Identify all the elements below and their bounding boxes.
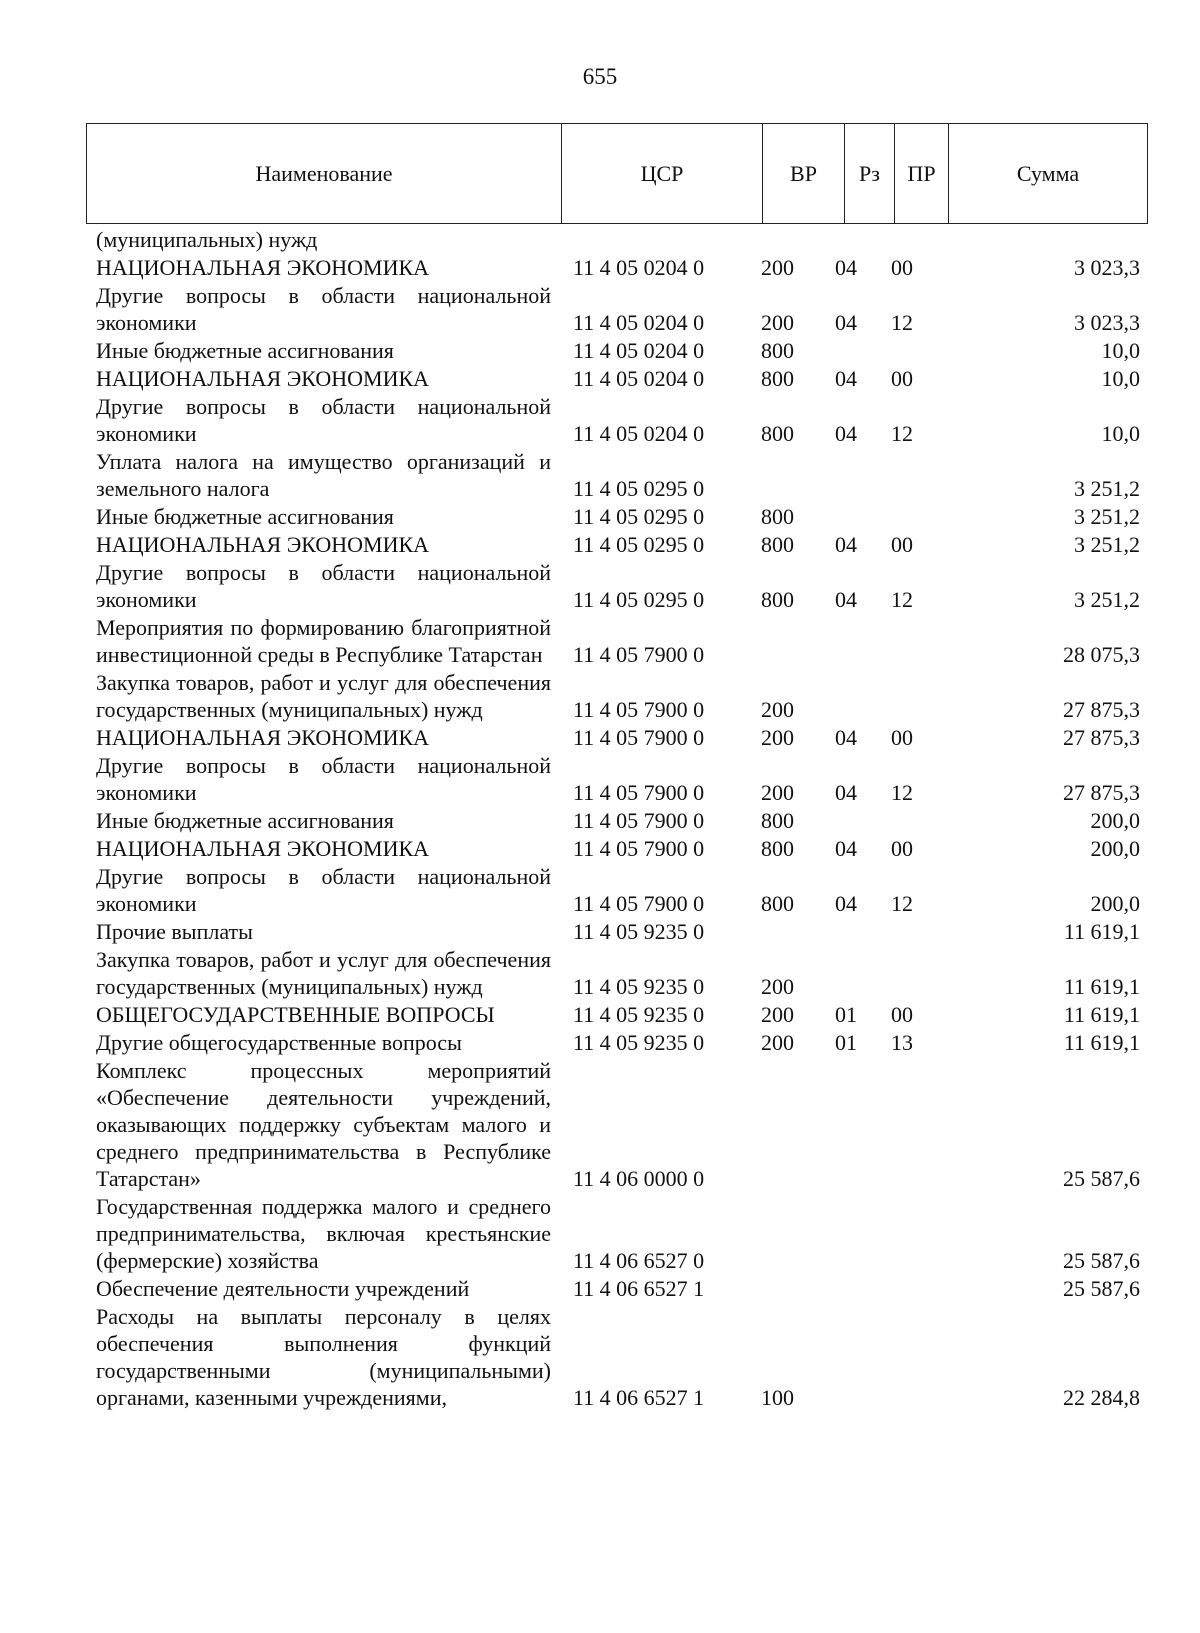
cell-csr: 11 4 05 7900 0 [573,780,705,805]
cell-pr: 00 [891,836,913,861]
cell-csr: 11 4 05 0295 0 [573,532,705,557]
cell-vr: 800 [761,421,794,446]
table-row [96,1275,1140,1302]
cell-pr: 00 [891,1002,913,1027]
table-row [96,724,1140,751]
cell-rz: 04 [835,532,857,557]
cell-name: Иные бюджетные ассигнования [96,338,394,363]
header-name: Наименование [87,124,562,223]
cell-sum: 25 587,6 [1063,1166,1140,1191]
cell-pr: 12 [891,421,913,446]
cell-vr: 800 [761,532,794,557]
cell-sum: 25 587,6 [1063,1276,1140,1301]
cell-name: Другие вопросы в области национальной экономики [96,864,551,916]
cell-csr: 11 4 05 7900 0 [573,697,705,722]
cell-csr: 11 4 06 6527 0 [573,1248,705,1273]
cell-vr: 200 [761,780,794,805]
cell-pr: 12 [891,587,913,612]
cell-csr: 11 4 05 0295 0 [573,476,705,501]
cell-rz: 04 [835,725,857,750]
cell-csr: 11 4 05 7900 0 [573,836,705,861]
header-vr: ВР [763,124,845,223]
header-sum: Сумма [1016,160,1080,186]
cell-name: НАЦИОНАЛЬНАЯ ЭКОНОМИКА [96,255,430,280]
cell-rz: 04 [835,255,857,280]
table-row [96,1029,1140,1056]
cell-csr: 11 4 06 0000 0 [573,1166,705,1191]
cell-vr: 200 [761,697,794,722]
cell-vr: 800 [761,504,794,529]
cell-csr: 11 4 05 0204 0 [573,310,705,335]
cell-vr: 800 [761,891,794,916]
cell-csr: 11 4 05 9235 0 [573,974,705,999]
cell-rz: 01 [835,1002,857,1027]
cell-name: Уплата налога на имущество организаций и земельного налога [96,449,551,501]
cell-name: ОБЩЕГОСУДАРСТВЕННЫЕ ВОПРОСЫ [96,1002,495,1027]
cell-csr: 11 4 06 6527 1 [573,1385,705,1410]
table-row [96,807,1140,834]
table-row [96,254,1140,281]
cell-sum: 3 251,2 [1074,476,1140,501]
cell-vr: 800 [761,587,794,612]
table-row [96,1193,1140,1274]
cell-vr: 200 [761,255,794,280]
cell-sum: 27 875,3 [1063,697,1140,722]
header-rz: Рз [845,124,895,223]
cell-vr: 800 [761,836,794,861]
table-row [96,1303,1140,1411]
cell-csr: 11 4 05 9235 0 [573,1002,705,1027]
cell-name: Другие общегосударственные вопросы [96,1030,462,1055]
cell-name: Комплекс процессных мероприятий «Обеспечение деятельности учреждений, оказывающих поддержку субъектам малого и среднего предпринимательства в Республике Татарстан» [96,1058,551,1191]
cell-rz: 04 [835,310,857,335]
cell-sum: 200,0 [1090,808,1140,833]
cell-sum: 10,0 [1101,338,1140,363]
cell-name: Расходы на выплаты персоналу в целях обеспечения выполнения функций государственными (муниципальными) органами, казенными учреждениями, [96,1304,551,1410]
cell-sum: 25 587,6 [1063,1248,1140,1273]
cell-name: НАЦИОНАЛЬНАЯ ЭКОНОМИКА [96,366,430,391]
cell-rz: 04 [835,366,857,391]
cell-sum: 3 251,2 [1074,504,1140,529]
cell-vr: 200 [761,974,794,999]
cell-sum: 200,0 [1090,836,1140,861]
cell-name: Другие вопросы в области национальной экономики [96,283,551,335]
cell-pr: 00 [891,725,913,750]
table-row [96,282,1140,336]
cell-sum: 3 023,3 [1074,310,1140,335]
cell-sum: 10,0 [1101,366,1140,391]
cell-vr: 200 [761,1002,794,1027]
cell-sum: 27 875,3 [1063,725,1140,750]
cell-pr: 13 [891,1030,913,1055]
cell-rz: 04 [835,891,857,916]
cell-rz: 04 [835,421,857,446]
table-row [96,531,1140,558]
cell-vr: 800 [761,808,794,833]
cell-name: Закупка товаров, работ и услуг для обеспечения государственных (муниципальных) нужд [96,670,551,722]
cell-name: Закупка товаров, работ и услуг для обеспечения государственных (муниципальных) нужд [96,947,551,999]
cell-rz: 01 [835,1030,857,1055]
cell-name: Иные бюджетные ассигнования [96,504,394,529]
header-csr: ЦСР [562,124,763,223]
table-body [96,226,1140,1412]
cell-csr: 11 4 06 6527 1 [573,1276,705,1301]
cell-pr: 00 [891,255,913,280]
cell-sum: 3 251,2 [1074,532,1140,557]
cell-rz: 04 [835,836,857,861]
table-row [96,365,1140,392]
cell-sum: 11 619,1 [1063,974,1140,999]
cell-name: НАЦИОНАЛЬНАЯ ЭКОНОМИКА [96,836,430,861]
table-row [96,448,1140,502]
cell-name: Прочие выплаты [96,919,253,944]
page-number: 655 [582,64,618,89]
cell-sum: 22 284,8 [1063,1385,1140,1410]
cell-name: Государственная поддержка малого и среднего предпринимательства, включая крестьянские (фермерские) хозяйства [96,1194,551,1273]
cell-csr: 11 4 05 7900 0 [573,642,705,667]
cell-csr: 11 4 05 0204 0 [573,338,705,363]
cell-rz: 04 [835,587,857,612]
cell-sum: 3 251,2 [1074,587,1140,612]
cell-name: НАЦИОНАЛЬНАЯ ЭКОНОМИКА [96,532,430,557]
table-row [96,946,1140,1000]
table-row [96,226,1140,253]
cell-vr: 800 [761,338,794,363]
cell-vr: 800 [761,366,794,391]
cell-pr: 12 [891,310,913,335]
cell-name: Мероприятия по формированию благоприятной инвестиционной среды в Республике Татарстан [96,615,551,667]
table-row [96,918,1140,945]
table-row [96,337,1140,364]
cell-sum: 28 075,3 [1063,642,1140,667]
cell-csr: 11 4 05 7900 0 [573,725,705,750]
cell-sum: 11 619,1 [1063,919,1140,944]
cell-name: Другие вопросы в области национальной экономики [96,753,551,805]
cell-name: Обеспечение деятельности учреждений [96,1276,470,1301]
cell-name: Другие вопросы в области национальной экономики [96,560,551,612]
table-row [96,863,1140,917]
cell-csr: 11 4 05 0295 0 [573,504,705,529]
cell-pr: 12 [891,780,913,805]
table-row [96,835,1140,862]
table-row [96,559,1140,613]
cell-pr: 00 [891,366,913,391]
cell-sum: 3 023,3 [1074,255,1140,280]
cell-csr: 11 4 05 9235 0 [573,919,705,944]
cell-sum: 11 619,1 [1063,1002,1140,1027]
cell-name: (муниципальных) нужд [96,227,318,252]
cell-csr: 11 4 05 0295 0 [573,587,705,612]
cell-pr: 00 [891,532,913,557]
cell-pr: 12 [891,891,913,916]
cell-sum: 10,0 [1101,421,1140,446]
header-pr: ПР [895,124,949,223]
table-row [96,503,1140,530]
table-row [96,1001,1140,1028]
cell-csr: 11 4 05 0204 0 [573,366,705,391]
cell-csr: 11 4 05 0204 0 [573,255,705,280]
cell-name: НАЦИОНАЛЬНАЯ ЭКОНОМИКА [96,725,430,750]
cell-rz: 04 [835,780,857,805]
table-row [96,752,1140,806]
cell-sum: 27 875,3 [1063,780,1140,805]
cell-vr: 200 [761,725,794,750]
table-row [96,669,1140,723]
cell-csr: 11 4 05 7900 0 [573,891,705,916]
cell-name: Другие вопросы в области национальной экономики [96,394,551,446]
cell-vr: 100 [761,1385,794,1410]
cell-csr: 11 4 05 0204 0 [573,421,705,446]
cell-csr: 11 4 05 7900 0 [573,808,705,833]
cell-csr: 11 4 05 9235 0 [573,1030,705,1055]
table-row [96,614,1140,668]
cell-sum: 11 619,1 [1063,1030,1140,1055]
cell-name: Иные бюджетные ассигнования [96,808,394,833]
table-row [96,1057,1140,1192]
cell-vr: 200 [761,1030,794,1055]
cell-sum: 200,0 [1090,891,1140,916]
table-header [86,123,1148,224]
table-row [96,393,1140,447]
cell-vr: 200 [761,310,794,335]
